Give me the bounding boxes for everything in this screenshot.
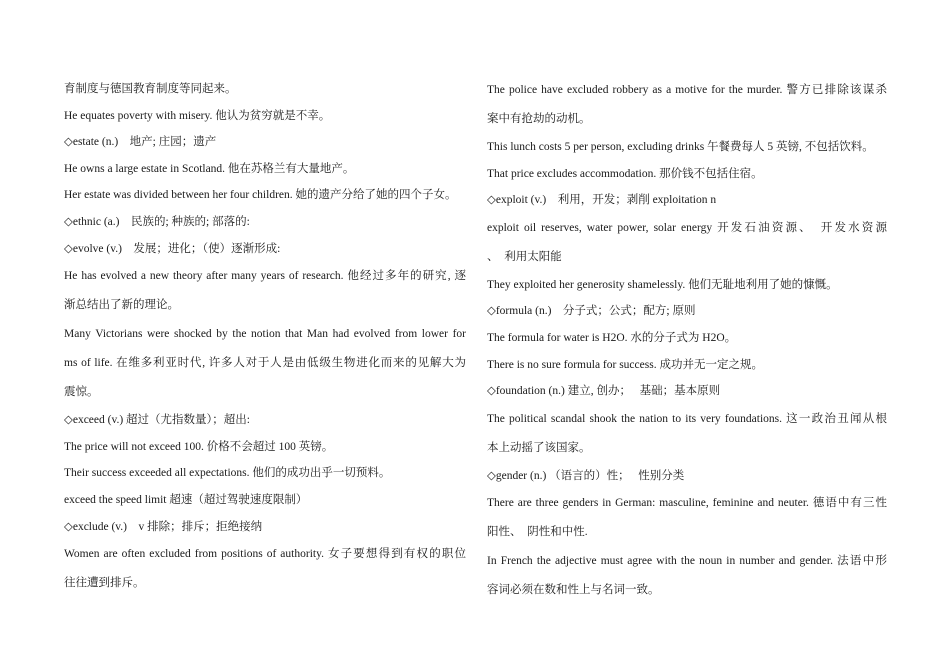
entry-heading-exceed: ◇exceed (v.) 超过（尤指数量）；超出: bbox=[64, 414, 250, 427]
text-line: exceed the speed limit 超速（超过驾驶速度限制） bbox=[64, 493, 308, 506]
text-line: There is no sure formula for success. 成功并无一定之规。 bbox=[487, 358, 763, 371]
right-text-column bbox=[487, 76, 887, 605]
text-line: 案中有抢劫的动机。 bbox=[487, 113, 591, 125]
text-line: Her estate was divided between her four children. 她的遗产分给了她的四个子女。 bbox=[64, 189, 457, 202]
text-line: He equates poverty with misery. 他认为贫穷就是不幸。 bbox=[64, 109, 331, 122]
entry-heading-exclude: ◇exclude (v.) v 排除；排斥；拒绝接纳 bbox=[64, 520, 263, 533]
text-line: ms of life. 在维多利亚时代, 许多人对于人是由低级生物进化而来的见解大为 bbox=[64, 357, 466, 370]
text-line: exploit oil reserves, water power, solar energy 开发石油资源、 开发水资源 bbox=[487, 221, 887, 234]
entry-heading-formula: ◇formula (n.) 分子式；公式；配方; 原则 bbox=[487, 305, 696, 318]
text-line: The political scandal shook the nation to its very foundations. 这一政治丑闻从根 bbox=[487, 412, 887, 425]
text-line: 阳性、 阴性和中性. bbox=[487, 526, 588, 539]
text-line: 、 利用太阳能 bbox=[487, 250, 562, 263]
entry-heading-exploit: ◇exploit (v.) 利用，开发；剥削 exploitation n bbox=[487, 194, 717, 207]
text-line: Their success exceeded all expectations. 他们的成功出乎一切预料。 bbox=[64, 467, 391, 480]
text-line: 震惊。 bbox=[64, 386, 99, 399]
text-line: Many Victorians were shocked by the notion that Man had evolved from lower for bbox=[64, 328, 466, 341]
text-line: That price excludes accommodation. 那价钱不包括住宿。 bbox=[487, 167, 763, 180]
entry-heading-ethnic: ◇ethnic (a.) 民族的; 种族的; 部落的: bbox=[64, 215, 250, 228]
text-line: The police have excluded robbery as a motive for the murder. 警方已排除该谋杀 bbox=[487, 84, 887, 96]
text-line: There are three genders in German: masculine, feminine and neuter. 德语中有三性 bbox=[487, 497, 887, 510]
text-line: 本上动摇了该国家。 bbox=[487, 441, 591, 454]
left-text-column bbox=[64, 76, 466, 598]
text-line: The formula for water is H2O. 水的分子式为 H2O。 bbox=[487, 331, 737, 344]
entry-heading-estate: ◇estate (n.) 地产; 庄园；遗产 bbox=[64, 136, 217, 149]
text-line: 育制度与德国教育制度等同起来。 bbox=[64, 83, 237, 95]
text-line: They exploited her generosity shamelessly. 他们无耻地利用了她的慷慨。 bbox=[487, 278, 838, 291]
text-line: In French the adjective must agree with the noun in number and gender. 法语中形 bbox=[487, 555, 887, 568]
text-line: He has evolved a new theory after many years of research. 他经过多年的研究, 逐 bbox=[64, 270, 466, 283]
text-line: 渐总结出了新的理论。 bbox=[64, 299, 179, 312]
entry-heading-gender: ◇gender (n.) （语言的）性； 性别分类 bbox=[487, 469, 685, 482]
text-line: Women are often excluded from positions of authority. 女子要想得到有权的职位 bbox=[64, 548, 466, 561]
text-line: The price will not exceed 100. 价格不会超过 100 英镑。 bbox=[64, 440, 334, 453]
entry-heading-evolve: ◇evolve (v.) 发展；进化；（使）逐渐形成: bbox=[64, 242, 281, 255]
entry-heading-foundation: ◇foundation (n.) 建立, 创办； 基础；基本原则 bbox=[487, 385, 721, 398]
text-line: 往往遭到排斥。 bbox=[64, 577, 145, 590]
text-line: He owns a large estate in Scotland. 他在苏格兰有大量地产。 bbox=[64, 162, 355, 175]
text-line: This lunch costs 5 per person, excluding drinks 午餐费每人 5 英镑, 不包括饮料。 bbox=[487, 141, 874, 153]
text-line: 容词必须在数和性上与名词一致。 bbox=[487, 584, 660, 597]
